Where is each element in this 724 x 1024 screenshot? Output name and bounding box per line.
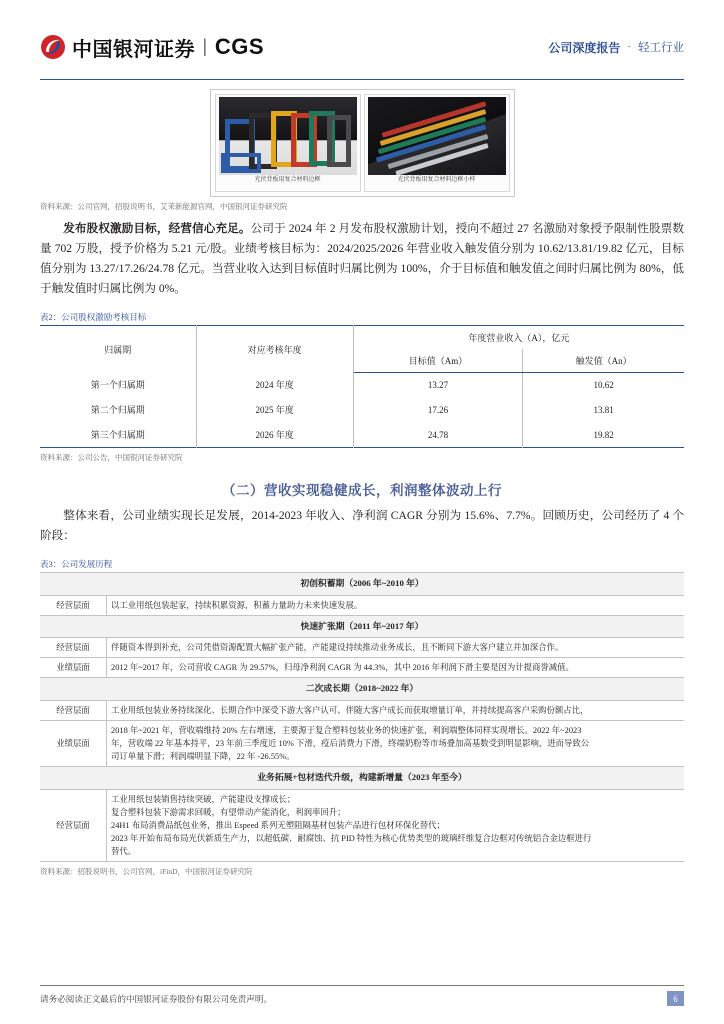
figure-block (40, 89, 684, 197)
report-type-label: 公司深度报告 (548, 40, 621, 55)
table2-caption: 表2：公司股权激励考核目标 (40, 311, 147, 322)
t3-stage4-biz-line: 24H1 布局消费品纸包业务，推出 Espeed 系列无塑阻隔基材包装产品进行包材环保化替代； (111, 820, 445, 830)
t3-stage2-label-perf: 业绩层面 (40, 658, 107, 678)
page-number-badge: 6 (667, 991, 684, 1006)
t3-stage3-perf-line: 司订单量下滑；利润端明显下降，22 年 -26.55%。 (111, 751, 295, 761)
paragraph-text: 公司于 2024 年 2 月发布股权激励计划，授向不超过 27 名激励对象授予限制性股票数量 702 万股，授予价格为 5.21 元/股。业绩考核目标为：2024/2025/2026 年营业收入触发值分别为 10.62/13.81/19.82 亿元，目标值分别为 13.27/17.26/24.78 亿元。当营业收入达到目标值时归属比例为 100%，介于目标值和触发值之间时归属比例为 80%，低于触发值时归属比例为 0%。 (40, 221, 684, 295)
t2-cell-trigger: 13.81 (593, 404, 614, 415)
t2-cell-trigger: 10.62 (593, 380, 614, 390)
table-row (40, 422, 684, 448)
table2-source: 资料来源：公司公告，中国银河证券研究院 (40, 453, 183, 463)
photo-cell-right (364, 94, 510, 192)
t3-stage1-title: 初创积蓄期（2006 年~2010 年） (40, 573, 684, 596)
photo-cell-left (215, 94, 361, 192)
section-paragraph: 整体来看，公司业绩实现长足发展，2014-2023 年收入、净利润 CAGR 分别为 15.6%、7.7%。回顾历史，公司经历了 4 个阶段： (40, 509, 684, 542)
t3-stage2-label-biz: 经营层面 (40, 638, 107, 658)
brand-lockup (40, 33, 264, 62)
equity-incentive-paragraph (40, 219, 684, 299)
table3-source: 资料来源：招股说明书，公司官网，iFinD，中国银河证券研究院 (40, 866, 253, 876)
t2-cell-year: 2024 年度 (196, 372, 353, 397)
t3-stage2-perf: 2012 年~2017 年，公司营收 CAGR 为 29.57%，归母净利润 CAGR 为 44.3%，其中 2016 年利润下滑主要是因为计提商誉减值。 (107, 658, 685, 678)
equity-incentive-table (40, 325, 684, 449)
t2-cell-target: 17.26 (353, 397, 522, 422)
t3-stage3-biz: 工业用纸包装业务持续深化、长期合作中深受下游大客户认可、伴随大客户成长而获取增量订单，并持续提高客户采购份额占比， (107, 700, 685, 720)
footer-divider (40, 985, 684, 986)
table-row (40, 397, 684, 422)
company-history-table (40, 572, 684, 862)
photo-left-caption: 光伏背板用复合材料边框 (254, 177, 321, 183)
t3-stage4-biz-line: 替代。 (111, 846, 137, 856)
table-row (40, 573, 684, 596)
section-heading: （二）营收实现稳健成长，利润整体波动上行 (222, 483, 502, 498)
t2-cell-period: 第三个归属期 (40, 422, 196, 448)
t2-cell-target: 24.78 (353, 422, 522, 448)
table-row (40, 678, 684, 701)
brand-name-cn: 中国银河证券 (72, 38, 195, 61)
t3-stage2-biz: 伴随资本得到补充，公司凭借资源配置大幅扩张产能，产能建设持续推动业务成长，且不断同下游大客户建立并加深合作。 (107, 638, 685, 658)
disclaimer-text: 请务必阅读正文最后的中国银河证券股份有限公司免责声明。 (40, 993, 273, 1004)
t2-header-trigger: 触发值（An） (523, 349, 684, 373)
table3-caption: 表3：公司发展历程 (40, 559, 113, 569)
page-header (40, 0, 684, 78)
paragraph-lead: 发布股权激励目标，经营信心充足。 (63, 221, 251, 235)
table-row (40, 789, 684, 861)
t2-header-group: 年度营业收入（A），亿元 (468, 332, 570, 343)
t2-cell-year: 2025 年度 (196, 397, 353, 422)
page-footer (40, 985, 684, 1006)
photo-right-caption: 光伏背板用复合材料边框小样 (397, 177, 476, 183)
photo-composite-samples (368, 97, 506, 175)
t2-cell-period: 第二个归属期 (40, 397, 196, 422)
t3-stage4-biz-line: 复合塑料包装下游需求回暖，有望带动产能消化，利润率回升； (111, 807, 346, 817)
table-row (40, 766, 684, 789)
t3-stage4-biz (107, 789, 685, 861)
t3-stage3-label-biz: 经营层面 (40, 700, 107, 720)
t2-cell-target: 13.27 (353, 372, 522, 397)
t3-stage3-perf-line: 年，营收端 22 年基本持平，23 年前三季度近 10% 下滑，疫后消费力下滑，终端奶粉等市场叠加高基数受到明显影响，进而导致公 (111, 738, 590, 748)
t3-stage3-label-perf: 业绩层面 (40, 720, 107, 766)
table-row (40, 700, 684, 720)
header-divider (40, 79, 684, 80)
t2-cell-trigger: 19.82 (593, 429, 614, 440)
header-report-tag (548, 39, 684, 56)
figure-frame (210, 89, 515, 197)
t2-cell-year: 2026 年度 (196, 422, 353, 448)
t2-cell-period: 第一个归属期 (40, 372, 196, 397)
t3-stage4-label-biz: 经营层面 (40, 789, 107, 861)
t3-stage3-title: 二次成长期（2018~2022 年） (40, 678, 684, 701)
t2-body (40, 372, 684, 448)
figure-source: 资料来源：公司官网，招股说明书，艾茉新能源官网，中国银河证券研究院 (40, 202, 288, 211)
t3-stage3-perf-line: 2018 年~2021 年，营收端维持 20% 左右增速，主要源于复合塑料包装业务的快速扩张，利润端整体同样实现增长。2022 年~2023 (111, 725, 582, 735)
table-row (40, 372, 684, 397)
t2-header-target: 目标值（Am） (353, 349, 522, 373)
table-row (40, 638, 684, 658)
separator-dot: · (627, 41, 631, 53)
t3-stage4-title: 业务拓展+包材迭代升级，构建新增量（2023 年至今） (40, 766, 684, 789)
galaxy-swirl-logo-icon (40, 34, 66, 60)
table-row (40, 595, 684, 615)
industry-label: 轻工行业 (638, 42, 684, 54)
t2-header-year: 对应考核年度 (196, 325, 353, 372)
brand-separator: | (203, 36, 207, 57)
brand-name-en: CGS (214, 34, 264, 59)
t3-stage4-biz-line: 2023 年开始布局布局光伏新质生产力，以超低碳、耐腐蚀、抗 PID 特性为核心优势类型的玻璃纤维复合边框对传统铝合金边框进行 (111, 833, 592, 843)
photo-composite-frames (219, 97, 357, 175)
t3-stage3-perf (107, 720, 685, 766)
t3-stage1-label-biz: 经营层面 (40, 595, 107, 615)
table-row (40, 720, 684, 766)
footer-row (40, 991, 684, 1006)
table-row (40, 615, 684, 638)
t3-stage4-biz-line: 工业用纸包装销售持续突破，产能建设支撑成长； (111, 794, 296, 804)
table-row (40, 658, 684, 678)
t3-stage1-biz: 以工业用纸包装起家，持续积累资源，积蓄力量助力未来快速发展。 (107, 595, 685, 615)
t2-header-period: 归属期 (40, 325, 196, 372)
t3-stage2-title: 快速扩张期（2011 年~2017 年） (40, 615, 684, 638)
